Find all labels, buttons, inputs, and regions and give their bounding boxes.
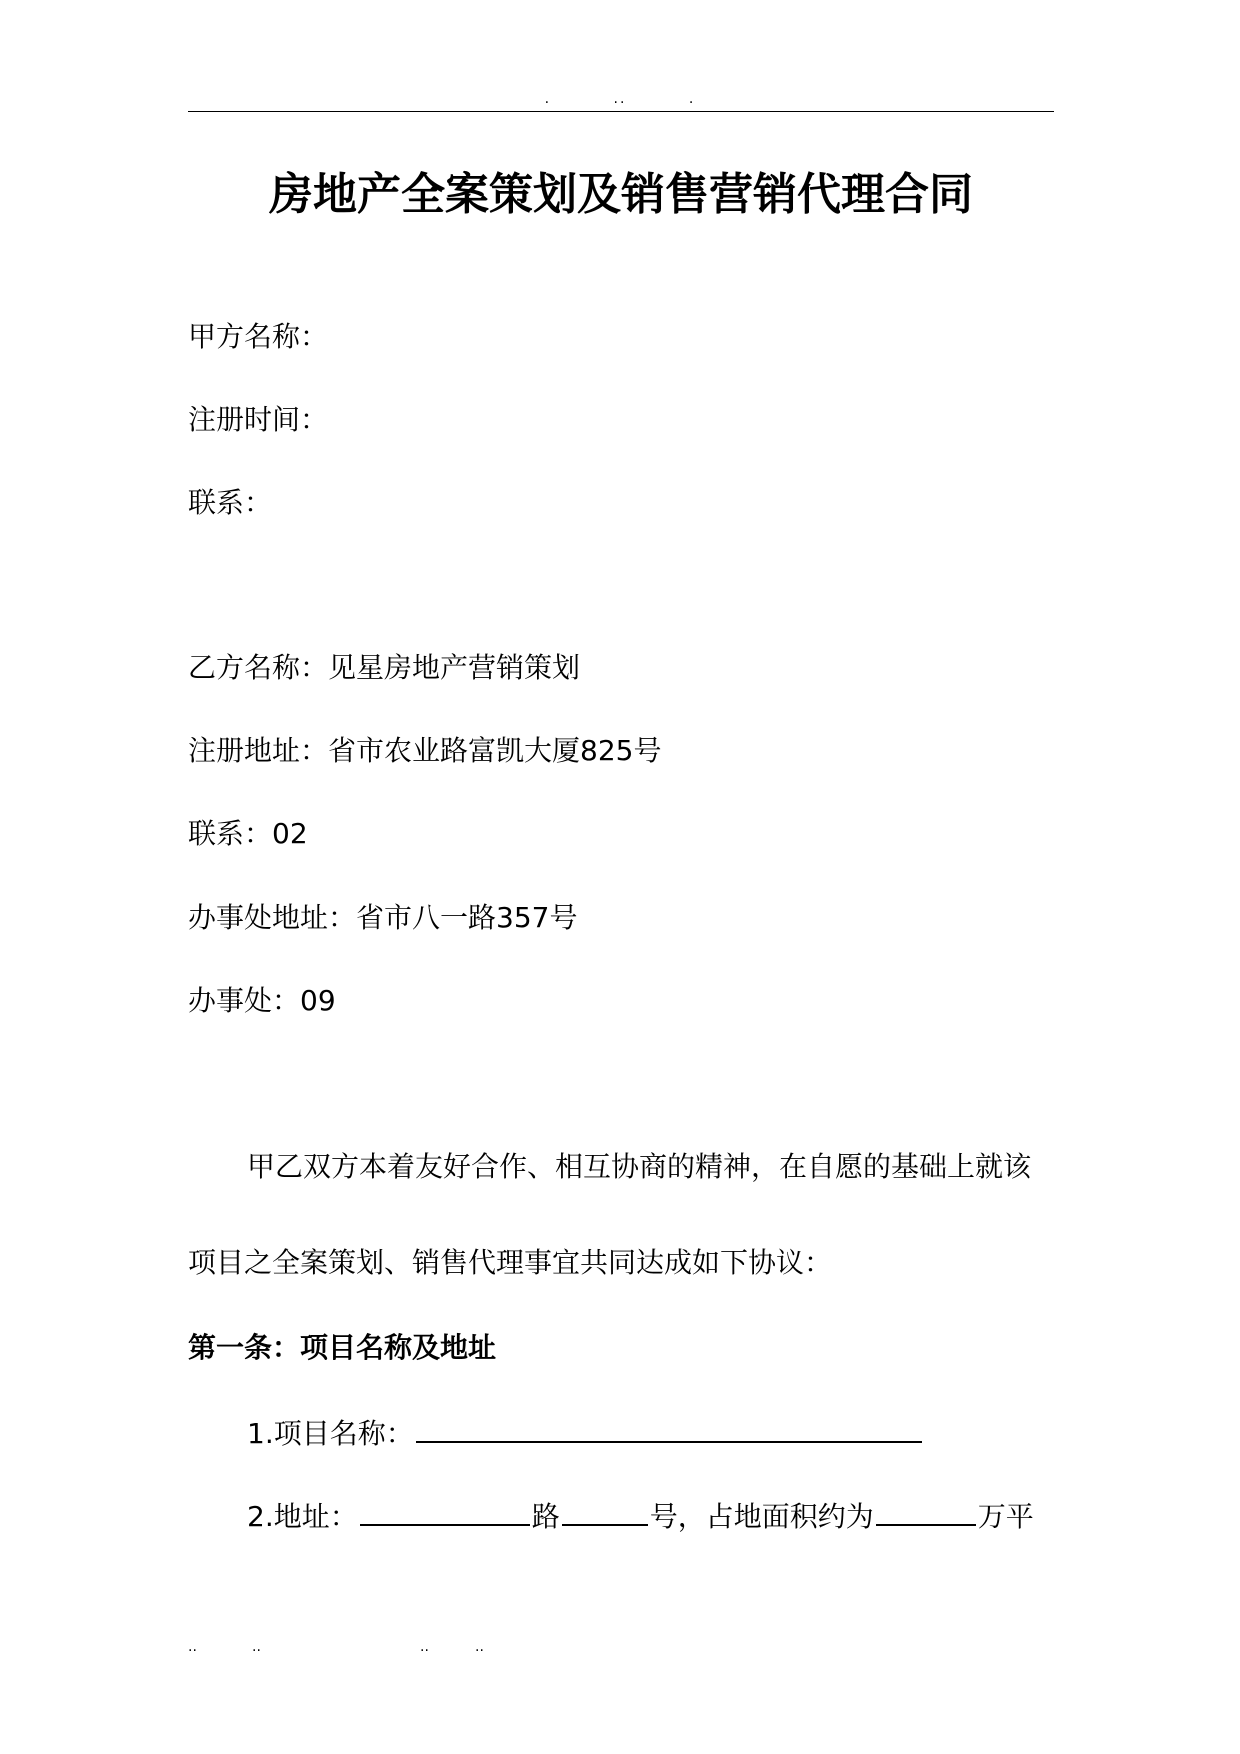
footer-dot-2: .. — [252, 1639, 261, 1655]
party-a-reg-time-label: 注册时间： — [188, 403, 329, 436]
footer-dot-4: .. — [475, 1639, 484, 1655]
party-a-name-label: 甲方名称： — [188, 320, 329, 353]
page-header-dots — [0, 92, 1240, 106]
party-b-office-address: 办事处地址：省市八一路357号 — [188, 901, 578, 934]
party-b-name: 乙方名称：见星房地产营销策划 — [188, 651, 581, 684]
address-row — [247, 1494, 1034, 1537]
road-label: 路 — [531, 1500, 560, 1533]
intro-paragraph-line-1: 甲乙双方本着友好合作、相互协商的精神，在自愿的基础上就该 — [247, 1150, 1032, 1183]
project-name-label: 1.项目名称： — [247, 1417, 414, 1450]
intro-paragraph-line-2: 项目之全案策划、销售代理事宜共同达成如下协议： — [188, 1246, 833, 1279]
header-divider — [188, 111, 1054, 112]
party-b-reg-address: 注册地址：省市农业路富凯大厦825号 — [188, 734, 662, 767]
header-dot-2: .. — [613, 91, 627, 107]
area-blank — [876, 1494, 976, 1526]
header-dot-1: . — [544, 91, 552, 107]
footer-dot-3: .. — [420, 1639, 429, 1655]
party-a-contact-label: 联系： — [188, 486, 273, 519]
article-1-heading: 第一条：项目名称及地址 — [188, 1331, 497, 1364]
area-label: 号，占地面积约为 — [649, 1500, 874, 1533]
document-title: 房地产全案策划及销售营销代理合同 — [269, 169, 973, 220]
project-name-row — [247, 1411, 924, 1454]
address-label: 2.地址： — [247, 1500, 358, 1533]
street-number-blank — [562, 1494, 648, 1526]
project-name-blank — [416, 1411, 922, 1443]
header-dot-3: . — [688, 91, 696, 107]
footer-dot-1: .. — [188, 1639, 197, 1655]
area-unit: 万平 — [977, 1500, 1034, 1533]
party-b-contact: 联系：02 — [188, 817, 308, 850]
road-name-blank — [360, 1494, 530, 1526]
party-b-office: 办事处：09 — [188, 984, 336, 1017]
